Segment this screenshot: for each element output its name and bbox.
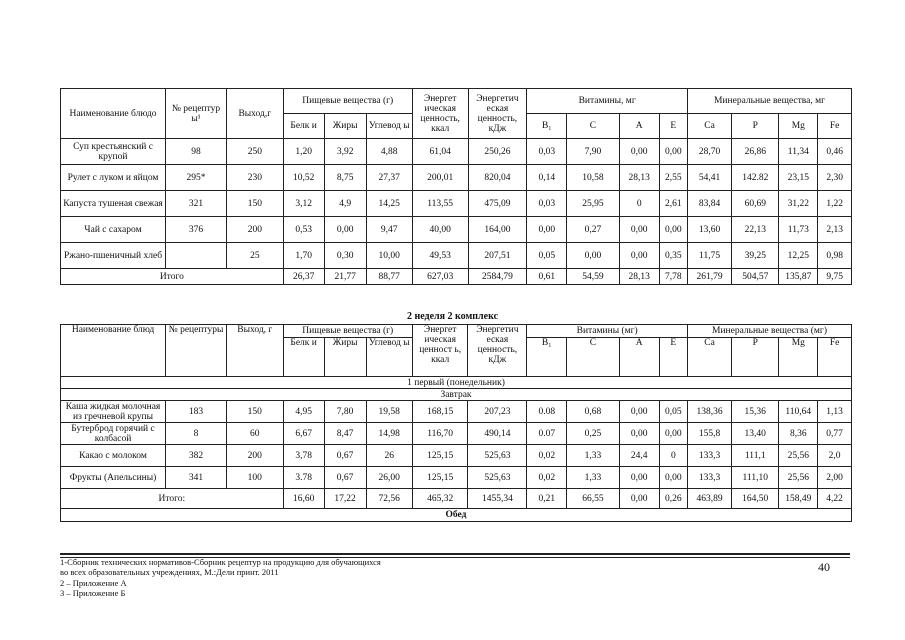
footnote-1: 1-Сборник технических нормативов-Сборник рецептур на продукцию для обучающихся	[60, 557, 381, 567]
cell-kj: 475,09	[468, 191, 527, 217]
col-header-e: E	[659, 114, 687, 139]
cell-kcal: 61,04	[412, 139, 468, 165]
cell-name: Бутерброд горячий с колбасой	[61, 423, 166, 445]
cell-p: 26,86	[732, 139, 779, 165]
cell-e: 0,00	[659, 139, 687, 165]
cell-mg: 31,22	[779, 191, 818, 217]
cell-fe: 2,13	[818, 217, 852, 243]
cell-mg: 8,36	[779, 423, 818, 445]
cell-output: 250	[226, 139, 283, 165]
col-header-b1: B₁	[527, 114, 567, 139]
cell-kcal: 125,15	[412, 467, 468, 489]
cell-a: 0,00	[619, 217, 659, 243]
col-header-c: C	[567, 114, 620, 139]
col-header-energy-kcal: Энергет ическая ценность, ккал	[412, 89, 468, 139]
cell-c: 0,68	[567, 401, 620, 423]
cell-a: 0,00	[619, 139, 659, 165]
cell-b1: 0,02	[527, 445, 567, 467]
cell-e: 2,55	[659, 165, 687, 191]
cell-kj: 207,23	[468, 401, 527, 423]
col-header-fe: Fe	[818, 338, 852, 377]
cell-fat: 8,75	[324, 165, 366, 191]
cell-recipe: 183	[166, 401, 227, 423]
cell-kcal: 200,01	[412, 165, 468, 191]
col-header-protein: Белк и	[283, 114, 324, 139]
cell-a: 0	[619, 191, 659, 217]
total-b1: 0,61	[527, 269, 567, 285]
total-row	[61, 269, 852, 285]
cell-b1: 0,05	[527, 243, 567, 269]
col-header-recipe: № рецептуры	[166, 325, 227, 377]
cell-mg: 25,56	[779, 467, 818, 489]
cell-p: 142.82	[732, 165, 779, 191]
cell-recipe: 98	[166, 139, 227, 165]
total-p: 504,57	[732, 269, 779, 285]
cell-name: Рулет с луком и яйцом	[61, 165, 166, 191]
cell-fat: 0,30	[324, 243, 366, 269]
cell-e: 0,00	[659, 467, 687, 489]
cell-kj: 250,26	[468, 139, 527, 165]
cell-carbs: 14,25	[366, 191, 412, 217]
table-row	[61, 445, 852, 467]
col-header-output: Выход, г	[226, 325, 283, 377]
col-header-mg: Mg	[779, 338, 818, 377]
cell-c: 1,33	[567, 445, 620, 467]
col-header-c: C	[567, 338, 620, 377]
cell-c: 0,27	[567, 217, 620, 243]
cell-c: 0,25	[567, 423, 620, 445]
table-row	[61, 243, 852, 269]
cell-recipe: 376	[166, 217, 227, 243]
total-a: 28,13	[619, 269, 659, 285]
cell-ca: 133,3	[688, 445, 732, 467]
table-body	[61, 139, 852, 269]
cell-ca: 138,36	[688, 401, 732, 423]
cell-p: 60,69	[732, 191, 779, 217]
cell-ca: 83,84	[688, 191, 732, 217]
cell-protein: 0,53	[283, 217, 324, 243]
cell-kcal: 113,55	[412, 191, 468, 217]
cell-kcal: 49,53	[412, 243, 468, 269]
cell-kcal: 40,00	[412, 217, 468, 243]
cell-e: 0	[659, 445, 687, 467]
cell-fat: 4,9	[324, 191, 366, 217]
cell-b1: 0.08	[527, 401, 567, 423]
col-header-nutrients: Пищевые вещества (г)	[283, 325, 412, 338]
day-row	[61, 377, 852, 389]
total-b1: 0,21	[527, 489, 567, 509]
cell-recipe: 341	[166, 467, 227, 489]
cell-ca: 28,70	[688, 139, 732, 165]
col-header-e: E	[659, 338, 687, 377]
cell-name: Чай с сахаром	[61, 217, 166, 243]
cell-e: 0,00	[659, 217, 687, 243]
col-header-energy-kj: Энергетич еская ценность, кДж	[468, 325, 527, 377]
cell-a: 0,00	[619, 243, 659, 269]
cell-protein: 1,20	[283, 139, 324, 165]
total-e: 7,78	[659, 269, 687, 285]
cell-c: 7,90	[567, 139, 620, 165]
total-kj: 1455,34	[468, 489, 527, 509]
cell-recipe	[166, 243, 227, 269]
col-header-fat: Жиры	[324, 338, 366, 377]
footnote-1-continued: во всех образовательных учреждениях, М.:Дели принт. 2011	[60, 567, 279, 577]
cell-ca: 54,41	[688, 165, 732, 191]
cell-kj: 525,63	[468, 467, 527, 489]
cell-fat: 8,47	[324, 423, 366, 445]
col-header-vitamins: Витамины (мг)	[527, 325, 688, 338]
col-header-carbs: Углевод ы	[366, 114, 412, 139]
total-protein: 16,60	[283, 489, 324, 509]
col-header-output: Выход,г	[226, 89, 283, 139]
col-header-b1: B₁	[527, 338, 567, 377]
col-header-ca: Ca	[688, 114, 732, 139]
cell-fe: 2,00	[818, 467, 852, 489]
cell-e: 0,00	[659, 423, 687, 445]
cell-p: 22,13	[732, 217, 779, 243]
total-e: 0,26	[659, 489, 687, 509]
cell-c: 1,33	[567, 467, 620, 489]
cell-protein: 1,70	[283, 243, 324, 269]
footnote-3: 3 – Приложение Б	[60, 588, 126, 598]
cell-a: 0,00	[619, 467, 659, 489]
cell-fe: 1,22	[818, 191, 852, 217]
cell-mg: 12,25	[779, 243, 818, 269]
page-number: 40	[818, 560, 830, 574]
cell-kcal: 125,15	[412, 445, 468, 467]
cell-p: 111,1	[732, 445, 779, 467]
cell-b1: 0,02	[527, 467, 567, 489]
cell-carbs: 4,88	[366, 139, 412, 165]
cell-recipe: 382	[166, 445, 227, 467]
cell-carbs: 14,98	[366, 423, 412, 445]
cell-kj: 525,63	[468, 445, 527, 467]
cell-carbs: 19,58	[366, 401, 412, 423]
cell-c: 10,58	[567, 165, 620, 191]
col-header-protein: Белк и	[283, 338, 324, 377]
col-header-energy-kcal: Энергет ическая ценност ь, ккал	[412, 325, 468, 377]
cell-recipe: 321	[166, 191, 227, 217]
cell-p: 111,10	[732, 467, 779, 489]
col-header-p: P	[732, 338, 779, 377]
col-header-name: Наименование блюдо	[61, 89, 166, 139]
cell-protein: 10,52	[283, 165, 324, 191]
table-row	[61, 139, 852, 165]
table-row	[61, 217, 852, 243]
cell-p: 15,36	[732, 401, 779, 423]
total-c: 54,59	[567, 269, 620, 285]
table-body	[61, 401, 852, 489]
cell-p: 39,25	[732, 243, 779, 269]
cell-protein: 3.78	[283, 467, 324, 489]
table-row	[61, 423, 852, 445]
cell-mg: 11,73	[779, 217, 818, 243]
cell-ca: 133,3	[688, 467, 732, 489]
cell-a: 24,4	[619, 445, 659, 467]
total-c: 66,55	[567, 489, 620, 509]
cell-kcal: 168,15	[412, 401, 468, 423]
col-header-minerals: Минеральные вещества (мг)	[688, 325, 852, 338]
cell-b1: 0,03	[527, 191, 567, 217]
cell-mg: 110,64	[779, 401, 818, 423]
footer-divider	[60, 553, 850, 555]
cell-recipe: 295*	[166, 165, 227, 191]
total-ca: 261,79	[688, 269, 732, 285]
table-row	[61, 401, 852, 423]
cell-output: 100	[226, 467, 283, 489]
col-header-carbs: Углевод ы	[366, 338, 412, 377]
cell-kj: 207,51	[468, 243, 527, 269]
cell-mg: 23,15	[779, 165, 818, 191]
section-title: 2 неделя 2 комплекс	[406, 311, 499, 322]
cell-output: 60	[226, 423, 283, 445]
cell-recipe: 8	[166, 423, 227, 445]
cell-protein: 4,95	[283, 401, 324, 423]
cell-ca: 13,60	[688, 217, 732, 243]
total-kcal: 465,32	[412, 489, 468, 509]
cell-carbs: 26,00	[366, 467, 412, 489]
cell-fat: 0,67	[324, 445, 366, 467]
cell-kcal: 116,70	[412, 423, 468, 445]
cell-carbs: 10,00	[366, 243, 412, 269]
cell-b1: 0.07	[527, 423, 567, 445]
col-header-fat: Жиры	[324, 114, 366, 139]
col-header-ca: Ca	[688, 338, 732, 377]
total-a: 0,00	[619, 489, 659, 509]
total-row	[61, 489, 852, 509]
cell-kj: 164,00	[468, 217, 527, 243]
cell-fat: 0,67	[324, 467, 366, 489]
table-row	[61, 467, 852, 489]
cell-fe: 2,30	[818, 165, 852, 191]
cell-fat: 0,00	[324, 217, 366, 243]
cell-output: 200	[226, 217, 283, 243]
cell-mg: 25,56	[779, 445, 818, 467]
cell-mg: 11,34	[779, 139, 818, 165]
meal-row	[61, 509, 852, 522]
cell-e: 0,35	[659, 243, 687, 269]
cell-fat: 3,92	[324, 139, 366, 165]
cell-fe: 0,46	[818, 139, 852, 165]
cell-output: 150	[226, 401, 283, 423]
cell-kj: 490,14	[468, 423, 527, 445]
total-fat: 21,77	[324, 269, 366, 285]
cell-carbs: 9,47	[366, 217, 412, 243]
day-label: 1 первый (понедельник)	[61, 377, 852, 389]
cell-a: 0,00	[619, 423, 659, 445]
col-header-name: Наименование блюд	[61, 325, 166, 377]
meal-label: Обед	[61, 509, 852, 522]
total-carbs: 88,77	[366, 269, 412, 285]
meal-row	[61, 389, 852, 401]
cell-output: 150	[226, 191, 283, 217]
total-label: Итого	[61, 269, 284, 285]
cell-c: 25,95	[567, 191, 620, 217]
cell-output: 200	[226, 445, 283, 467]
cell-carbs: 27,37	[366, 165, 412, 191]
cell-fe: 1,13	[818, 401, 852, 423]
cell-kj: 820,04	[468, 165, 527, 191]
nutrition-table-1	[60, 88, 852, 285]
total-ca: 463,89	[688, 489, 732, 509]
cell-output: 25	[226, 243, 283, 269]
footnote-2: 2 – Приложение А	[60, 578, 127, 588]
table-row	[61, 165, 852, 191]
cell-b1: 0,14	[527, 165, 567, 191]
cell-e: 2,61	[659, 191, 687, 217]
total-fe: 9,75	[818, 269, 852, 285]
cell-name: Фрукты (Апельсины)	[61, 467, 166, 489]
cell-name: Суп крестьянский с крупой	[61, 139, 166, 165]
cell-fe: 0,77	[818, 423, 852, 445]
cell-protein: 3,12	[283, 191, 324, 217]
cell-b1: 0,03	[527, 139, 567, 165]
col-header-recipe: № рецептур ы¹	[166, 89, 227, 139]
cell-ca: 155,8	[688, 423, 732, 445]
total-mg: 158,49	[779, 489, 818, 509]
cell-name: Какао с молоком	[61, 445, 166, 467]
total-mg: 135,87	[779, 269, 818, 285]
cell-fe: 2,0	[818, 445, 852, 467]
total-protein: 26,37	[283, 269, 324, 285]
cell-p: 13,40	[732, 423, 779, 445]
total-fe: 4,22	[818, 489, 852, 509]
cell-protein: 6,67	[283, 423, 324, 445]
cell-b1: 0,00	[527, 217, 567, 243]
col-header-p: P	[732, 114, 779, 139]
cell-a: 28,13	[619, 165, 659, 191]
cell-output: 230	[226, 165, 283, 191]
nutrition-table-2	[60, 324, 852, 522]
col-header-nutrients: Пищевые вещества (г)	[283, 89, 412, 114]
cell-ca: 11,75	[688, 243, 732, 269]
cell-e: 0,05	[659, 401, 687, 423]
cell-carbs: 26	[366, 445, 412, 467]
col-header-a: A	[619, 114, 659, 139]
cell-name: Капуста тушеная свежая	[61, 191, 166, 217]
col-header-vitamins: Витамины, мг	[527, 89, 688, 114]
total-kj: 2584,79	[468, 269, 527, 285]
cell-protein: 3,78	[283, 445, 324, 467]
col-header-a: A	[619, 338, 659, 377]
total-p: 164,50	[732, 489, 779, 509]
total-carbs: 72,56	[366, 489, 412, 509]
cell-name: Каша жидкая молочная из гречневой крупы	[61, 401, 166, 423]
col-header-mg: Mg	[779, 114, 818, 139]
col-header-minerals: Минеральные вещества, мг	[688, 89, 852, 114]
col-header-energy-kj: Энергетич еская ценность, кДж	[468, 89, 527, 139]
cell-c: 0,00	[567, 243, 620, 269]
col-header-fe: Fe	[818, 114, 852, 139]
cell-fe: 0,98	[818, 243, 852, 269]
cell-name: Ржано-пшеничный хлеб	[61, 243, 166, 269]
meal-label: Завтрак	[61, 389, 852, 401]
cell-fat: 7,80	[324, 401, 366, 423]
total-label: Итого:	[61, 489, 284, 509]
table-row	[61, 191, 852, 217]
cell-a: 0,00	[619, 401, 659, 423]
total-kcal: 627,03	[412, 269, 468, 285]
total-fat: 17,22	[324, 489, 366, 509]
